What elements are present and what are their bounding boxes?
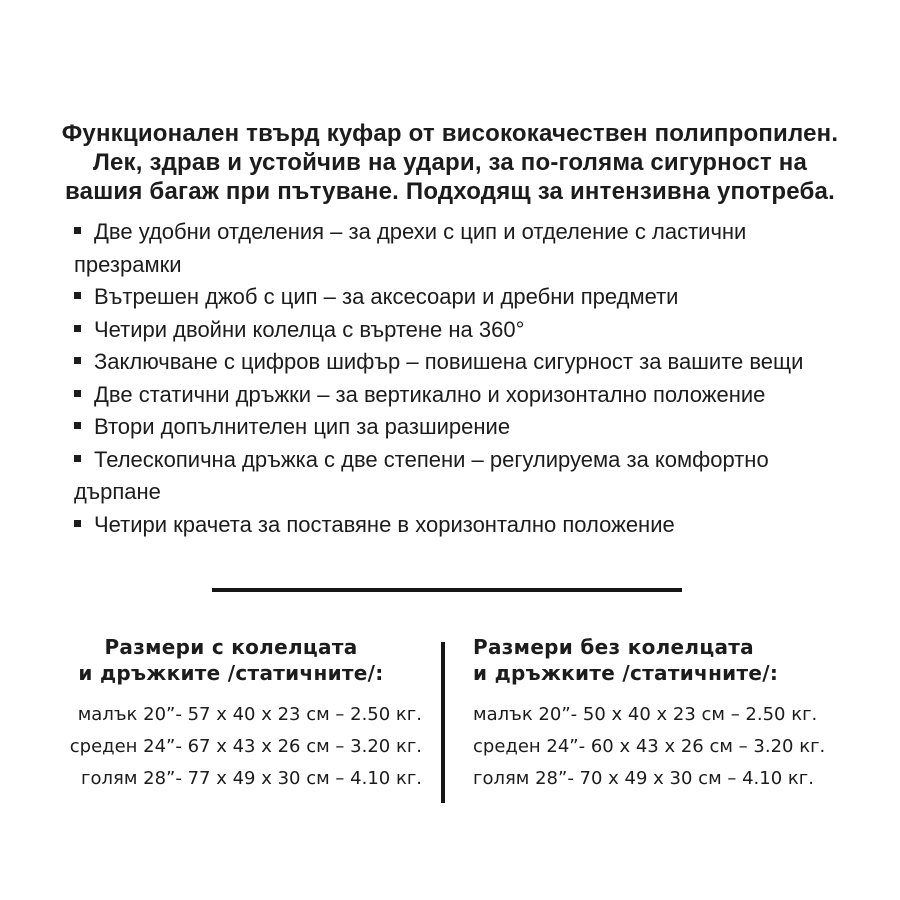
feature-item <box>68 379 834 412</box>
feature-text: Четири крачета за поставяне в хоризонтално положение <box>94 511 675 537</box>
horizontal-divider <box>212 588 682 592</box>
feature-text: Вътрешен джоб с цип – за аксесоари и дребни предмети <box>94 284 679 309</box>
title-line: и дръжките /статичните/: <box>78 661 384 685</box>
feature-item <box>68 314 834 347</box>
sizes-without-wheels-title <box>473 634 855 686</box>
feature-item <box>68 509 834 542</box>
square-bullet-icon <box>74 292 81 299</box>
sizes-with-wheels-rows <box>40 699 422 795</box>
square-bullet-icon <box>74 325 81 332</box>
sizes-with-wheels-column <box>40 634 422 795</box>
square-bullet-icon <box>74 422 81 429</box>
feature-item <box>68 346 834 379</box>
title-line: Размери без колелцата <box>473 635 754 659</box>
size-row: среден 24”- 67 х 43 х 26 см – 3.20 кг. <box>69 736 422 757</box>
product-heading <box>40 119 860 206</box>
feature-text: Втори допълнителен цип за разширение <box>94 414 511 439</box>
title-line: Размери с колелцата <box>104 635 358 659</box>
square-bullet-icon <box>74 357 81 364</box>
heading-line: Функционален твърд куфар от висококачествен полипропилен. <box>61 120 839 147</box>
size-row: среден 24”- 60 х 43 х 26 см – 3.20 кг. <box>473 736 826 757</box>
feature-text: Две статични дръжки – за вертикално и хоризонтално положение <box>94 381 766 407</box>
feature-list <box>68 216 834 541</box>
size-row: малък 20”- 57 х 40 х 23 см – 2.50 кг. <box>77 704 422 725</box>
title-line: и дръжките /статичните/: <box>473 661 779 685</box>
square-bullet-icon <box>74 455 81 462</box>
feature-text: Четири двойни колелца с въртене на 360° <box>94 316 525 342</box>
size-row: голям 28”- 77 х 49 х 30 см – 4.10 кг. <box>81 768 422 789</box>
feature-text: Заключване с цифров шифър – повишена сигурност за вашите вещи <box>94 349 804 374</box>
feature-item <box>68 281 834 314</box>
vertical-divider <box>441 642 445 803</box>
sizes-without-wheels-rows <box>473 699 855 795</box>
square-bullet-icon <box>74 520 81 527</box>
sizes-without-wheels-column <box>473 634 855 795</box>
square-bullet-icon <box>74 390 81 397</box>
size-row: малък 20”- 50 х 40 х 23 см – 2.50 кг. <box>473 704 818 725</box>
feature-item <box>68 411 834 444</box>
feature-item <box>68 216 834 281</box>
square-bullet-icon <box>74 227 81 234</box>
size-row: голям 28”- 70 х 49 х 30 см – 4.10 кг. <box>473 768 814 789</box>
sizes-with-wheels-title <box>40 634 422 686</box>
feature-text: Две удобни отделения – за дрехи с цип и отделение с ластични презрамки <box>74 219 747 277</box>
heading-line: вашия багаж при пътуване. Подходящ за интензивна употреба. <box>65 178 835 205</box>
feature-item <box>68 444 834 509</box>
feature-text: Телескопична дръжка с две степени – регулируема за комфортно дърпане <box>74 446 769 504</box>
heading-line: Лек, здрав и устойчив на удари, за по-голяма сигурност на <box>92 149 808 176</box>
